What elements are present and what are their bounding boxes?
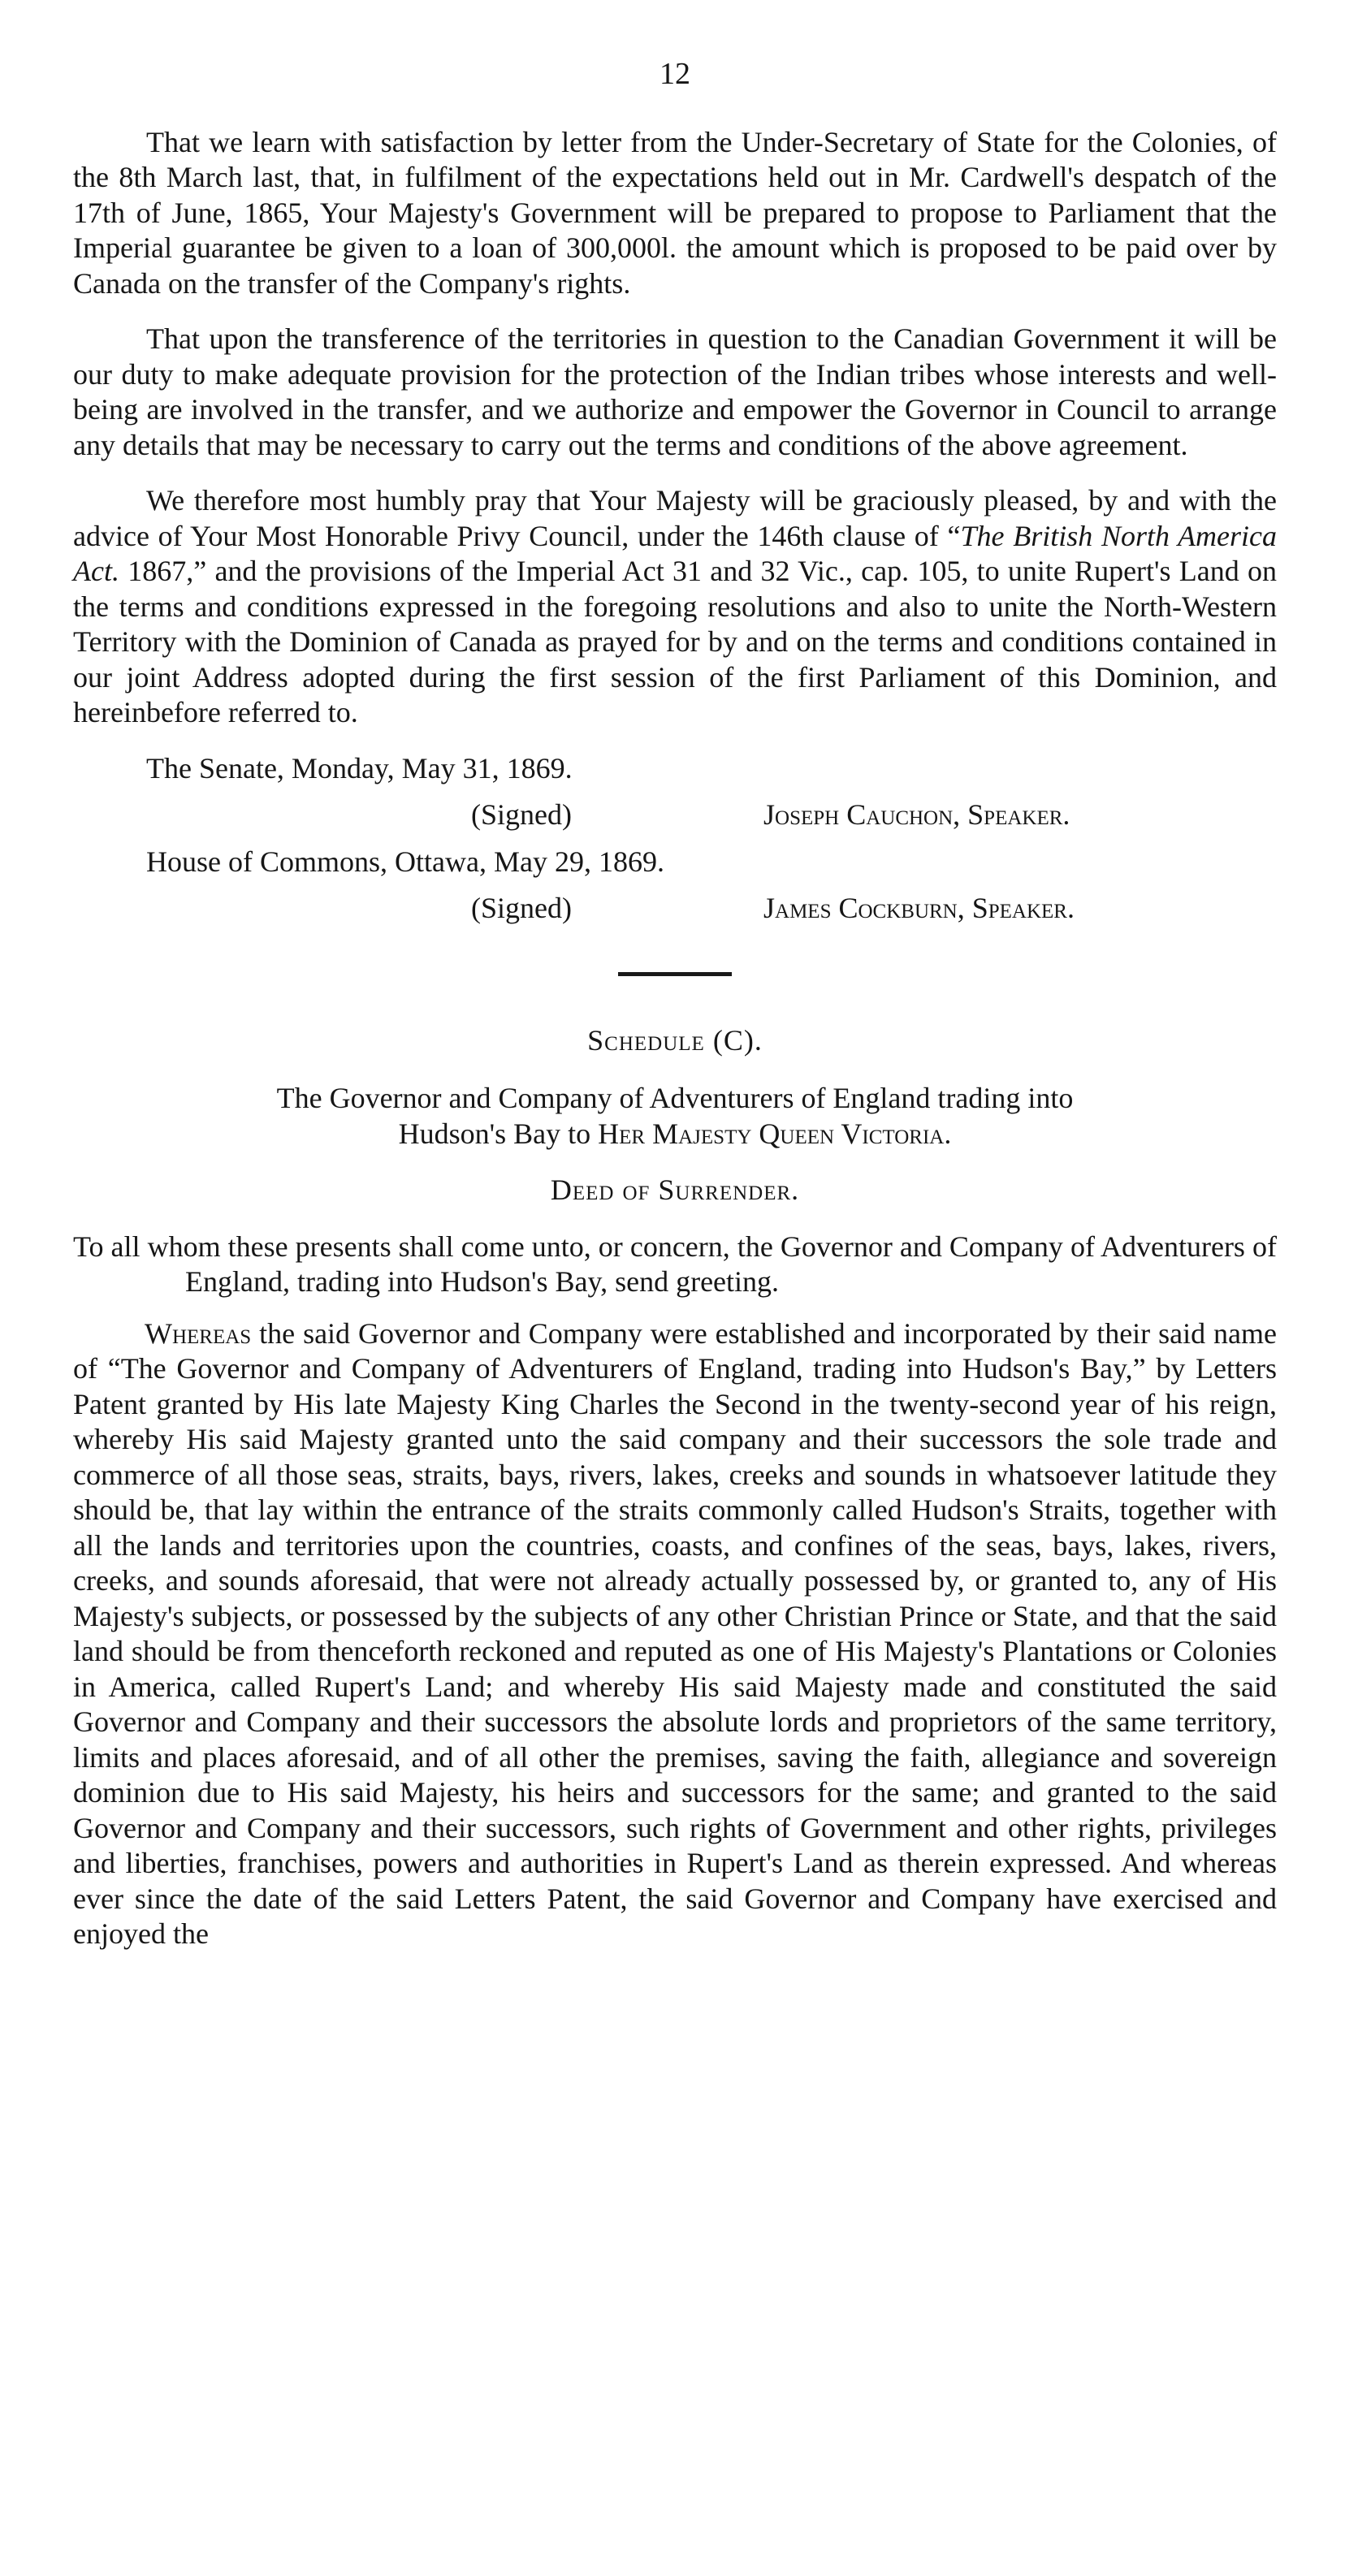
act-title: The British North America Act. [73,519,1277,587]
parties-line-2 [73,1117,1277,1152]
senate-speaker-name: Joseph Cauchon, Speaker. [763,798,1070,831]
commons-signed-label: (Signed) [471,892,572,924]
page-number: 12 [660,57,690,91]
prayer-text-end: 1867,” and the provisions of the Imperial Act 31 and 32 Vic., cap. 105, to unite Rupert's Land on the terms and conditions expressed in the foregoing resolutions and also to unite the North-Western Territory with the Dominion of Canada as prayed for by and on the terms and conditions contained in our joint Address adopted during the first session of the first Parliament of this Dominion, and hereinbefore referred to. [73,555,1277,728]
parties-line-2-start: Hudson's Bay to [398,1117,599,1150]
senate-signed-label: (Signed) [471,798,572,831]
senate-signature-row [73,797,1277,833]
deed-title: Deed of Surrender. [550,1173,800,1206]
whereas-word: Whereas [145,1316,252,1350]
commons-speaker-name: James Cockburn, Speaker. [763,892,1075,924]
schedule-title: Schedule (C). [587,1023,763,1057]
parties-line-1: The Governor and Company of Adventurers of England trading into [276,1082,1074,1114]
paragraph-prayer [73,483,1277,731]
whereas-text: the said Governor and Company were established and incorporated by their said name of “The Governor and Company of Adventurers of England, trading into Hudson's Bay,” by Letters Patent granted by His late Majesty King Charles the Second in the twenty-second year of his reign, whereby His said Majesty granted unto the said company and their successors the sole trade and commerce of all those seas, straits, bays, rivers, lakes, creeks and sounds in whatsoever latitude they should be, that lay within the entrance of the straits commonly called Hudson's Straits, together with all the lands and territories upon the countries, coasts, and confines of the seas, bays, lakes, rivers, creeks, and sounds aforesaid, that were not already actually possessed by, or granted to, any of His Majesty's subjects, or possessed by the subjects of any other Christian Prince or State, and that the said land should be from thenceforth reckoned and reputed as one of His Majesty's Plantations or Colonies in America, called Rupert's Land; and whereby His said Majesty made and constituted the said Governor and Company and their successors the absolute lords and proprietors of the same territory, limits and places aforesaid, and of all other the premises, saving the faith, allegiance and sovereign dominion due to His said Majesty, his heirs and successors for the same; and granted to the said Governor and Company and their successors, such rights of Government and other rights, privileges and liberties, franchises, powers and authorities in Rupert's Land as therein expressed. And whereas ever since the date of the said Letters Patent, the said Governor and Company have exercised and enjoyed the [73,1316,1277,1950]
commons-date-line: House of Commons, Ottawa, May 29, 1869. [146,845,664,878]
paragraph-loan-guarantee: That we learn with satisfaction by letter from the Under-Secretary of State for the Colonies, of the 8th March last, that, in fulfilment of the expectations held out in Mr. Cardwell's despatch of the 17th of June, 1865, Your Majesty's Government will be prepared to propose to Parliament that the Imperial guarantee be given to a loan of 300,000l. the amount which is proposed to be paid over by Canada on the transfer of the Company's rights. [73,125,1277,300]
whereas-paragraph [73,1316,1277,1952]
parties-heading [73,1081,1277,1152]
paragraph-indian-tribes: That upon the transference of the territories in question to the Canadian Government it will be our duty to make adequate provision for the protection of the Indian tribes whose interests and well-being are involved in the transfer, and we authorize and empower the Governor in Council to arrange any details that may be necessary to carry out the terms and conditions of the above agreement. [73,322,1277,461]
greeting-paragraph: To all whom these presents shall come unto, or concern, the Governor and Company of Adventurers of England, trading into Hudson's Bay, send greeting. [73,1230,1277,1298]
senate-date-line: The Senate, Monday, May 31, 1869. [146,751,573,784]
prayer-text-start: We therefore most humbly pray that Your Majesty will be graciously pleased, by and with the advice of Your Most Honorable Privy Council, under the 146th clause of “ [73,484,1277,552]
commons-signature-row [73,891,1277,927]
section-divider [618,972,732,976]
queen-title: Her Majesty Queen Victoria. [598,1117,952,1150]
